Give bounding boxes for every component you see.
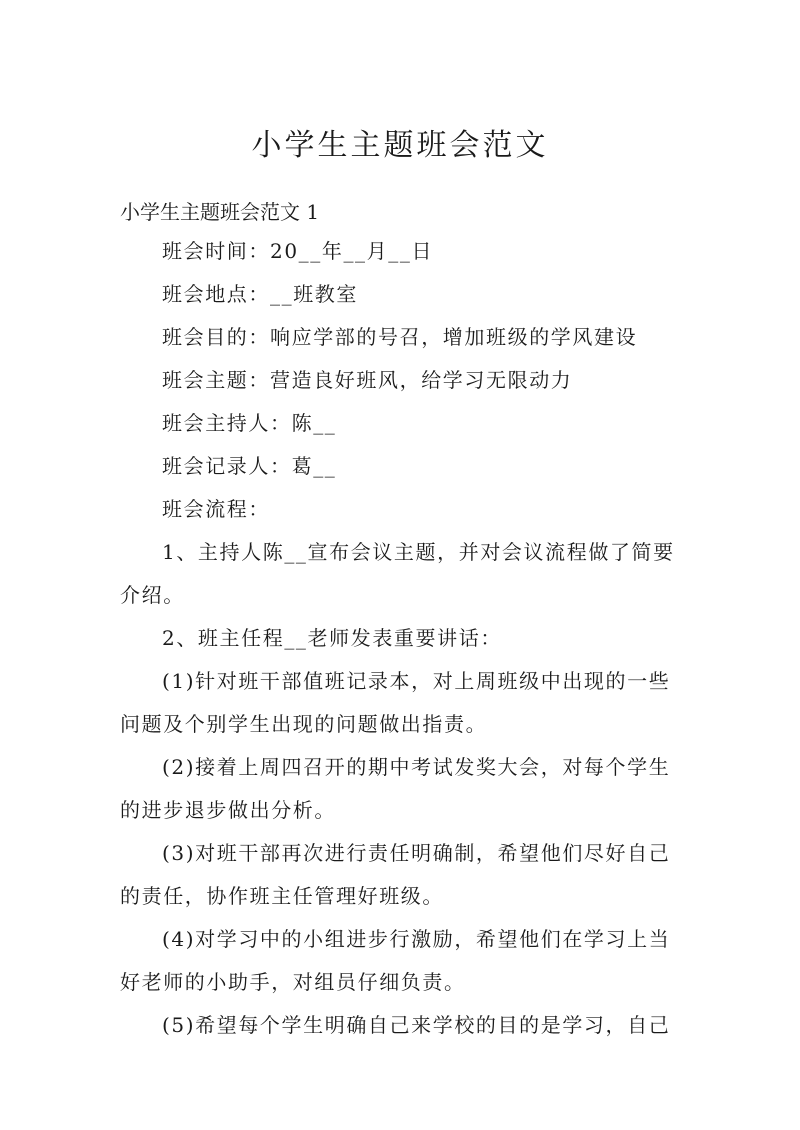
paragraph-meeting-theme: 班会主题：营造良好班风，给学习无限动力 [162,368,573,392]
paragraph-item-5: (5)希望每个学生明确自己来学校的目的是学习，自己 [162,1013,671,1037]
section-heading: 小学生主题班会范文 1 [120,200,320,224]
paragraph-meeting-purpose: 班会目的：响应学部的号召，增加班级的学风建设 [162,325,638,349]
document-body [120,230,685,1047]
paragraph-host: 班会主持人：陈__ [162,411,337,435]
paragraph-recorder: 班会记录人：葛__ [162,454,337,478]
paragraph-item-3: (3)对班干部再次进行责任明确制，希望他们尽好自己的责任，协作班主任管理好班级。 [120,841,671,908]
document-title: 小学生主题班会范文 [251,128,549,163]
paragraph-item-4: (4)对学习中的小组进步行激励，希望他们在学习上当好老师的小助手，对组员仔细负责。 [120,927,671,994]
paragraph-meeting-place: 班会地点：__班教室 [162,282,358,306]
paragraph-item-2: (2)接着上周四召开的期中考试发奖大会，对每个学生的进步退步做出分析。 [120,755,671,822]
paragraph-step-1: 1、主持人陈__宣布会议主题，并对会议流程做了简要介绍。 [120,540,675,607]
paragraph-meeting-time: 班会时间：20__年__月__日 [162,239,434,263]
paragraph-process-label: 班会流程： [162,497,270,521]
paragraph-item-1: (1)针对班干部值班记录本，对上周班级中出现的一些问题及个别学生出现的问题做出指责。 [120,669,671,736]
paragraph-step-2: 2、班主任程__老师发表重要讲话： [162,626,502,650]
